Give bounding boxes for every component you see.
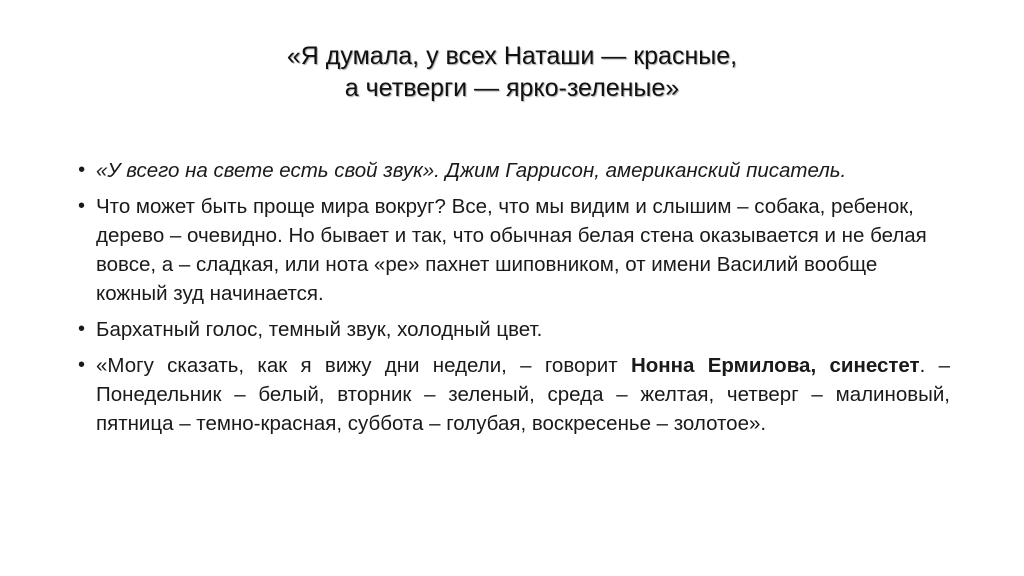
bullet-item-velvet bbox=[78, 315, 950, 344]
bullet-dot-icon: • bbox=[78, 318, 86, 340]
bullet-text: Бархатный голос, темный звук, холодный цвет. bbox=[96, 318, 543, 341]
bullet-text-bold-name: Нонна Ермилова, синестет bbox=[630, 354, 920, 377]
bullet-text: Что может быть проще мира вокруг? Все, что мы видим и слышим – собака, ребенок, дерево – очевидно. Но бывает и так, что обычная белая стена оказывается и не белая вовсе, а – сладкая, или нота «ре» пахнет шиповником, от имени Василий вообще кожный зуд начинается. bbox=[96, 195, 927, 305]
bullet-dot-icon: • bbox=[78, 159, 86, 181]
bullet-text: «У всего на свете есть свой звук». Джим Гаррисон, американский писатель. bbox=[96, 159, 847, 182]
title-line-2: а четверги — ярко-зеленые» bbox=[344, 74, 680, 102]
bullet-text-before: «Могу сказать, как я вижу дни недели, – говорит bbox=[96, 354, 631, 377]
bullet-text-after: . – Понедельник – белый, вторник – зеленый, среда – желтая, четверг – малиновый, пятница – темно-красная, суббота – голубая, воскресенье – золотое». bbox=[96, 354, 950, 435]
bullet-item-days bbox=[78, 351, 950, 438]
bullet-item-world bbox=[78, 192, 950, 308]
title-line-1: «Я думала, у всех Наташи — красные, bbox=[286, 42, 738, 70]
bullet-dot-icon: • bbox=[78, 195, 86, 217]
bullet-list bbox=[78, 156, 950, 445]
bullet-item-quote bbox=[78, 156, 950, 185]
bullet-dot-icon: • bbox=[78, 354, 86, 376]
slide-title bbox=[0, 40, 1024, 104]
